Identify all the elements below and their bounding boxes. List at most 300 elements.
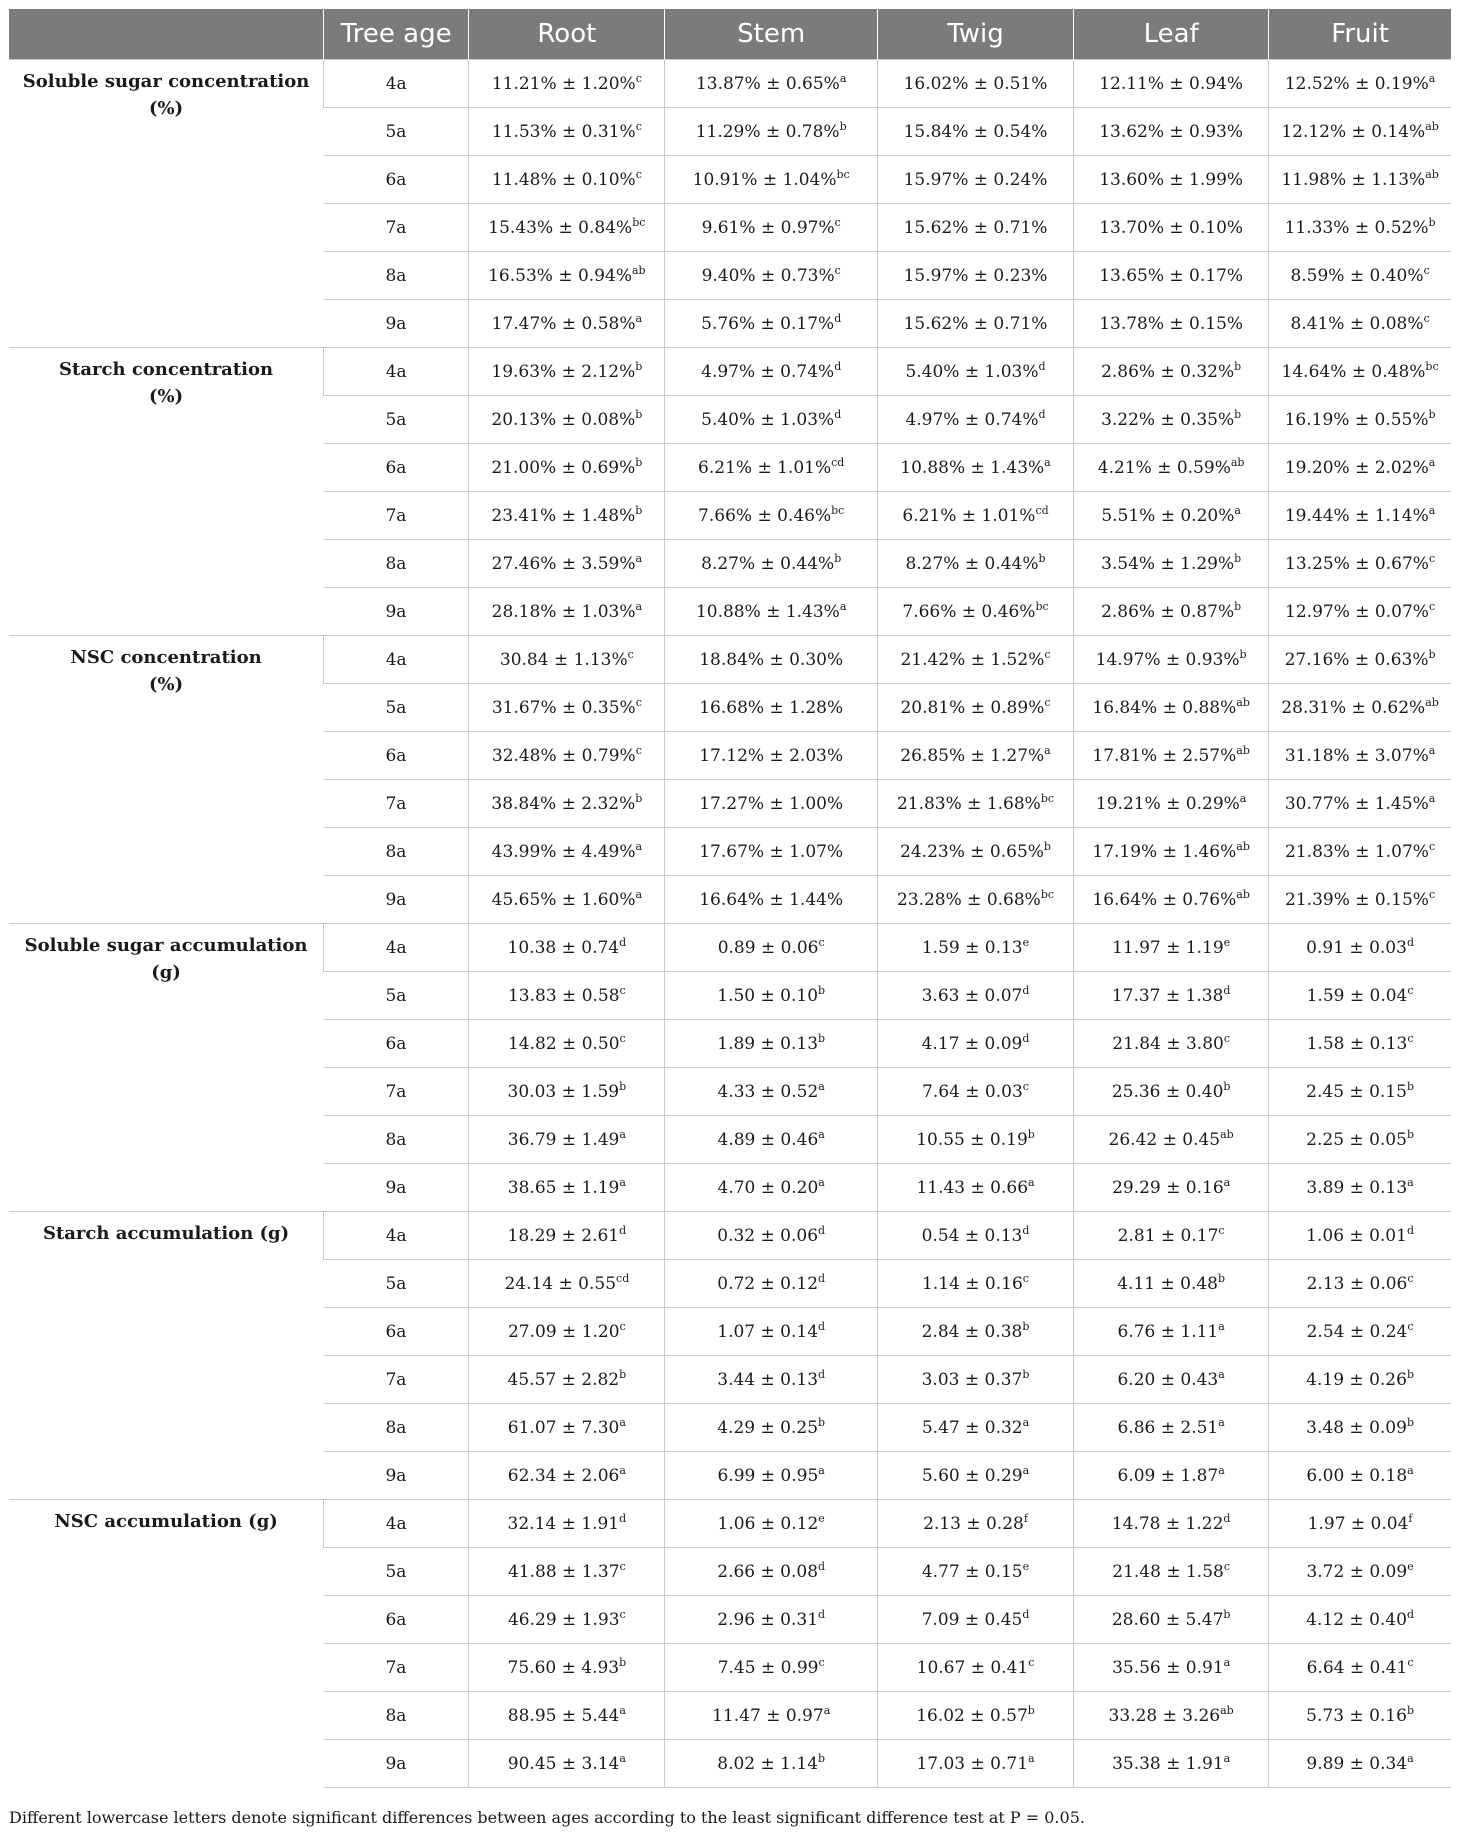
cell-value: 20.81% ± 0.89% — [900, 697, 1045, 718]
cell-value: 17.12% ± 2.03% — [699, 745, 844, 766]
significance-letter: ab — [1230, 455, 1245, 469]
tree-age-cell: 5a — [324, 684, 469, 732]
cell-value: 1.07 ± 0.14 — [717, 1321, 819, 1342]
significance-letter: c — [635, 71, 642, 85]
significance-letter: d — [1038, 407, 1046, 421]
significance-letter: b — [635, 407, 643, 421]
cell-value: 31.67% ± 0.35% — [491, 697, 636, 718]
significance-letter: ab — [1236, 887, 1250, 901]
value-cell-root — [469, 1356, 665, 1404]
tree-age-cell: 4a — [324, 348, 469, 396]
value-cell-leaf — [1074, 972, 1269, 1020]
value-cell-root — [469, 636, 665, 684]
group-label: NSC concentration (%) — [9, 636, 324, 924]
value-cell-fruit — [1269, 1452, 1451, 1500]
cell-value: 13.65% ± 0.17% — [1099, 265, 1244, 286]
value-cell-leaf — [1074, 492, 1269, 540]
value-cell-twig — [877, 1740, 1073, 1788]
significance-letter: a — [818, 1127, 825, 1141]
value-cell-leaf — [1074, 828, 1269, 876]
value-cell-root — [469, 588, 665, 636]
value-cell-stem — [665, 1116, 877, 1164]
group-label: Soluble sugar concentration (%) — [9, 60, 324, 348]
cell-value: 11.48% ± 0.10% — [491, 169, 636, 190]
tree-age-cell: 8a — [324, 1116, 469, 1164]
significance-letter: b — [635, 791, 643, 805]
significance-letter: b — [1234, 359, 1242, 373]
significance-letter: a — [818, 1463, 825, 1477]
cell-value: 4.21% ± 0.59% — [1097, 457, 1231, 478]
value-cell-root — [469, 828, 665, 876]
cell-value: 10.55 ± 0.19 — [916, 1129, 1028, 1150]
cell-value: 5.60 ± 0.29 — [921, 1465, 1023, 1486]
significance-letter: a — [1234, 503, 1241, 517]
value-cell-fruit — [1269, 972, 1451, 1020]
cell-value: 31.18% ± 3.07% — [1284, 745, 1429, 766]
value-cell-twig — [877, 1644, 1073, 1692]
significance-letter: e — [1022, 1559, 1030, 1573]
value-cell-root — [469, 1692, 665, 1740]
cell-value: 4.17 ± 0.09 — [921, 1033, 1023, 1054]
value-cell-twig — [877, 588, 1073, 636]
value-cell-twig — [877, 348, 1073, 396]
cell-value: 16.19% ± 0.55% — [1284, 409, 1429, 430]
value-cell-root — [469, 972, 665, 1020]
value-cell-root — [469, 60, 665, 108]
cell-value: 1.06 ± 0.12 — [717, 1513, 819, 1534]
significance-letter: c — [635, 119, 642, 133]
cell-value: 2.86% ± 0.87% — [1101, 601, 1235, 622]
cell-value: 75.60 ± 4.93 — [507, 1657, 620, 1678]
significance-letter: a — [619, 1751, 626, 1765]
group-label: Starch concentration (%) — [9, 348, 324, 636]
cell-value: 16.64% ± 1.44% — [699, 889, 844, 910]
value-cell-root — [469, 876, 665, 924]
value-cell-leaf — [1074, 300, 1269, 348]
cell-value: 17.37 ± 1.38 — [1111, 985, 1224, 1006]
significance-letter: ab — [1236, 839, 1250, 853]
value-cell-root — [469, 1404, 665, 1452]
header-cell-tree-age: Tree age — [324, 9, 469, 60]
cell-value: 3.54% ± 1.29% — [1101, 553, 1235, 574]
cell-value: 17.81% ± 2.57% — [1092, 745, 1237, 766]
significance-letter: c — [1428, 839, 1436, 853]
significance-letter: c — [818, 935, 825, 949]
significance-letter: a — [1223, 1175, 1231, 1189]
cell-value: 0.32 ± 0.06 — [717, 1225, 819, 1246]
cell-value: 41.88 ± 1.37 — [507, 1561, 620, 1582]
significance-letter: c — [619, 1031, 626, 1045]
cell-value: 8.02 ± 1.14 — [717, 1753, 819, 1774]
significance-letter: d — [1022, 1607, 1030, 1621]
significance-letter: d — [619, 935, 627, 949]
significance-letter: d — [619, 1223, 627, 1237]
cell-value: 0.91 ± 0.03 — [1306, 937, 1407, 958]
cell-value: 28.60 ± 5.47 — [1111, 1609, 1224, 1630]
significance-letter: c — [635, 743, 642, 757]
cell-value: 6.64 ± 0.41 — [1306, 1657, 1408, 1678]
significance-letter: b — [1234, 599, 1242, 613]
cell-value: 38.84% ± 2.32% — [491, 793, 636, 814]
cell-value: 2.96 ± 0.31 — [717, 1609, 819, 1630]
significance-letter: f — [1408, 1511, 1413, 1525]
value-cell-root — [469, 1548, 665, 1596]
significance-letter: d — [1406, 1223, 1414, 1237]
cell-value: 19.20% ± 2.02% — [1284, 457, 1429, 478]
significance-letter: b — [839, 119, 847, 133]
cell-value: 13.25% ± 0.67% — [1285, 553, 1429, 574]
value-cell-leaf — [1074, 1692, 1269, 1740]
value-cell-fruit — [1269, 924, 1451, 972]
value-cell-stem — [665, 636, 877, 684]
significance-letter: a — [1428, 791, 1436, 805]
value-cell-fruit — [1269, 1212, 1451, 1260]
tree-age-cell: 4a — [324, 1212, 469, 1260]
significance-letter: b — [1406, 1703, 1414, 1717]
cell-value: 3.63 ± 0.07 — [921, 985, 1023, 1006]
value-cell-stem — [665, 828, 877, 876]
cell-value: 1.58 ± 0.13 — [1306, 1033, 1408, 1054]
significance-letter: a — [1218, 1319, 1225, 1333]
significance-letter: e — [1407, 1559, 1414, 1573]
cell-value: 45.65% ± 1.60% — [491, 889, 636, 910]
value-cell-stem — [665, 1404, 877, 1452]
header-cell-leaf: Leaf — [1074, 9, 1269, 60]
value-cell-twig — [877, 1452, 1073, 1500]
table-row — [9, 348, 1451, 396]
significance-letter: a — [1022, 1415, 1030, 1429]
cell-value: 16.84% ± 0.88% — [1092, 697, 1237, 718]
table-row — [9, 1212, 1451, 1260]
significance-letter: c — [834, 263, 841, 277]
value-cell-leaf — [1074, 396, 1269, 444]
value-cell-fruit — [1269, 396, 1451, 444]
cell-value: 17.27% ± 1.00% — [699, 793, 844, 814]
significance-letter: ab — [1220, 1127, 1234, 1141]
cell-value: 1.59 ± 0.04 — [1306, 985, 1408, 1006]
tree-age-cell: 9a — [324, 300, 469, 348]
value-cell-root — [469, 1308, 665, 1356]
significance-letter: c — [627, 647, 634, 661]
value-cell-fruit — [1269, 1164, 1451, 1212]
value-cell-leaf — [1074, 780, 1269, 828]
cell-value: 7.45 ± 0.99 — [717, 1657, 819, 1678]
value-cell-fruit — [1269, 1500, 1451, 1548]
table-container — [9, 9, 1451, 1788]
value-cell-stem — [665, 444, 877, 492]
value-cell-twig — [877, 1548, 1073, 1596]
significance-letter: b — [619, 1367, 627, 1381]
value-cell-twig — [877, 828, 1073, 876]
value-cell-fruit — [1269, 1644, 1451, 1692]
cell-value: 6.99 ± 0.95 — [717, 1465, 819, 1486]
value-cell-root — [469, 156, 665, 204]
cell-value: 23.41% ± 1.48% — [491, 505, 636, 526]
significance-letter: d — [834, 407, 842, 421]
significance-letter: b — [1038, 551, 1046, 565]
cell-value: 21.42% ± 1.52% — [900, 649, 1045, 670]
cell-value: 12.52% ± 0.19% — [1284, 73, 1429, 94]
value-cell-fruit — [1269, 492, 1451, 540]
value-cell-stem — [665, 972, 877, 1020]
cell-value: 18.29 ± 2.61 — [507, 1225, 620, 1246]
significance-letter: c — [1407, 1031, 1414, 1045]
value-cell-stem — [665, 252, 877, 300]
significance-letter: b — [1223, 1079, 1231, 1093]
value-cell-stem — [665, 1596, 877, 1644]
value-cell-twig — [877, 1212, 1073, 1260]
cell-value: 17.19% ± 1.46% — [1092, 841, 1237, 862]
significance-letter: c — [1423, 311, 1430, 325]
significance-letter: a — [635, 551, 643, 565]
significance-letter: b — [1027, 1127, 1035, 1141]
cell-value: 10.88% ± 1.43% — [695, 601, 840, 622]
value-cell-stem — [665, 1068, 877, 1116]
significance-letter: a — [1407, 1751, 1414, 1765]
value-cell-leaf — [1074, 156, 1269, 204]
significance-letter: d — [818, 1367, 826, 1381]
tree-age-cell: 7a — [324, 492, 469, 540]
significance-letter: b — [1406, 1367, 1414, 1381]
cell-value: 6.86 ± 2.51 — [1117, 1417, 1219, 1438]
cell-value: 10.67 ± 0.41 — [916, 1657, 1029, 1678]
cell-value: 2.13 ± 0.28 — [923, 1513, 1024, 1534]
value-cell-leaf — [1074, 732, 1269, 780]
cell-value: 3.89 ± 0.13 — [1306, 1177, 1408, 1198]
cell-value: 13.87% ± 0.65% — [695, 73, 840, 94]
value-cell-leaf — [1074, 1308, 1269, 1356]
cell-value: 26.42 ± 0.45 — [1108, 1129, 1221, 1150]
cell-value: 13.78% ± 0.15% — [1099, 313, 1244, 334]
tree-age-cell: 5a — [324, 1548, 469, 1596]
value-cell-twig — [877, 780, 1073, 828]
tree-age-cell: 5a — [324, 1260, 469, 1308]
significance-letter: c — [635, 167, 642, 181]
significance-letter: ab — [631, 263, 646, 277]
significance-letter: a — [839, 71, 847, 85]
significance-letter: cd — [831, 455, 845, 469]
significance-letter: c — [1223, 1031, 1230, 1045]
tree-age-cell: 7a — [324, 1644, 469, 1692]
group-label: Soluble sugar accumulation (g) — [9, 924, 324, 1212]
cell-value: 14.82 ± 0.50 — [507, 1033, 620, 1054]
value-cell-leaf — [1074, 924, 1269, 972]
value-cell-twig — [877, 444, 1073, 492]
cell-value: 61.07 ± 7.30 — [507, 1417, 620, 1438]
value-cell-twig — [877, 924, 1073, 972]
significance-letter: a — [823, 1703, 831, 1717]
cell-value: 10.38 ± 0.74 — [507, 937, 620, 958]
value-cell-stem — [665, 924, 877, 972]
value-cell-fruit — [1269, 780, 1451, 828]
value-cell-root — [469, 1644, 665, 1692]
cell-value: 2.81 ± 0.17 — [1117, 1225, 1219, 1246]
value-cell-fruit — [1269, 348, 1451, 396]
significance-letter: ab — [1425, 167, 1439, 181]
significance-letter: a — [1223, 1655, 1231, 1669]
significance-letter: a — [1223, 1751, 1231, 1765]
value-cell-fruit — [1269, 1308, 1451, 1356]
cell-value: 24.14 ± 0.55 — [504, 1273, 617, 1294]
value-cell-fruit — [1269, 732, 1451, 780]
value-cell-twig — [877, 1356, 1073, 1404]
significance-letter: d — [619, 1511, 627, 1525]
significance-letter: bc — [836, 167, 850, 181]
significance-letter: a — [1428, 71, 1436, 85]
value-cell-stem — [665, 1164, 877, 1212]
cell-value: 8.27% ± 0.44% — [701, 553, 835, 574]
cell-value: 11.47 ± 0.97 — [712, 1705, 824, 1726]
cell-value: 8.41% ± 0.08% — [1290, 313, 1424, 334]
cell-value: 12.11% ± 0.94% — [1099, 73, 1244, 94]
value-cell-root — [469, 780, 665, 828]
significance-letter: b — [619, 1655, 627, 1669]
cell-value: 21.39% ± 0.15% — [1285, 889, 1429, 910]
cell-value: 15.62% ± 0.71% — [903, 217, 1048, 238]
table-row — [9, 60, 1451, 108]
cell-value: 3.48 ± 0.09 — [1306, 1417, 1407, 1438]
value-cell-fruit — [1269, 1068, 1451, 1116]
value-cell-stem — [665, 1500, 877, 1548]
tree-age-cell: 8a — [324, 540, 469, 588]
cell-value: 21.83% ± 1.68% — [896, 793, 1041, 814]
significance-letter: a — [619, 1463, 626, 1477]
table-row — [9, 1500, 1451, 1548]
significance-letter: d — [1038, 359, 1046, 373]
tree-age-cell: 5a — [324, 108, 469, 156]
cell-value: 1.97 ± 0.04 — [1307, 1513, 1409, 1534]
cell-value: 7.66% ± 0.46% — [902, 601, 1036, 622]
significance-letter: b — [1043, 839, 1051, 853]
cell-value: 33.28 ± 3.26 — [1108, 1705, 1221, 1726]
cell-value: 35.56 ± 0.91 — [1112, 1657, 1224, 1678]
significance-letter: a — [635, 599, 643, 613]
cell-value: 8.59% ± 0.40% — [1290, 265, 1424, 286]
value-cell-leaf — [1074, 444, 1269, 492]
value-cell-stem — [665, 156, 877, 204]
cell-value: 3.03 ± 0.37 — [921, 1369, 1023, 1390]
cell-value: 7.64 ± 0.03 — [922, 1081, 1023, 1102]
cell-value: 19.21% ± 0.29% — [1095, 793, 1240, 814]
tree-age-cell: 7a — [324, 204, 469, 252]
cell-value: 2.45 ± 0.15 — [1306, 1081, 1407, 1102]
significance-letter: a — [818, 1079, 825, 1093]
value-cell-twig — [877, 1308, 1073, 1356]
significance-letter: d — [1406, 1607, 1414, 1621]
cell-value: 4.19 ± 0.26 — [1306, 1369, 1407, 1390]
tree-age-cell: 6a — [324, 156, 469, 204]
tree-age-cell: 7a — [324, 780, 469, 828]
cell-value: 36.79 ± 1.49 — [507, 1129, 620, 1150]
significance-letter: b — [1223, 1607, 1231, 1621]
significance-letter: c — [1407, 1319, 1414, 1333]
significance-letter: a — [1218, 1463, 1225, 1477]
cell-value: 2.86% ± 0.32% — [1101, 361, 1235, 382]
significance-letter: bc — [831, 503, 845, 517]
value-cell-root — [469, 684, 665, 732]
value-cell-twig — [877, 492, 1073, 540]
tree-age-cell: 6a — [324, 1308, 469, 1356]
cell-value: 4.97% ± 0.74% — [905, 409, 1039, 430]
value-cell-leaf — [1074, 348, 1269, 396]
value-cell-stem — [665, 1212, 877, 1260]
value-cell-twig — [877, 972, 1073, 1020]
significance-letter: b — [1022, 1319, 1030, 1333]
value-cell-root — [469, 1596, 665, 1644]
cell-value: 15.84% ± 0.54% — [903, 121, 1048, 142]
cell-value: 21.00% ± 0.69% — [491, 457, 636, 478]
tree-age-cell: 8a — [324, 252, 469, 300]
tree-age-cell: 4a — [324, 60, 469, 108]
significance-letter: b — [834, 551, 842, 565]
cell-value: 16.64% ± 0.76% — [1092, 889, 1237, 910]
value-cell-leaf — [1074, 1068, 1269, 1116]
cell-value: 21.83% ± 1.07% — [1285, 841, 1429, 862]
value-cell-fruit — [1269, 1116, 1451, 1164]
value-cell-fruit — [1269, 1740, 1451, 1788]
cell-value: 28.18% ± 1.03% — [491, 601, 636, 622]
cell-value: 12.97% ± 0.07% — [1285, 601, 1429, 622]
significance-letter: a — [619, 1175, 626, 1189]
cell-value: 6.09 ± 1.87 — [1117, 1465, 1219, 1486]
significance-letter: bc — [632, 215, 646, 229]
significance-letter: b — [818, 1415, 826, 1429]
significance-letter: b — [1428, 647, 1436, 661]
significance-letter: d — [834, 359, 842, 373]
tree-age-cell: 4a — [324, 924, 469, 972]
cell-value: 24.23% ± 0.65% — [900, 841, 1044, 862]
value-cell-leaf — [1074, 1356, 1269, 1404]
significance-letter: a — [1239, 791, 1247, 805]
value-cell-leaf — [1074, 60, 1269, 108]
value-cell-twig — [877, 1404, 1073, 1452]
significance-letter: c — [619, 1319, 626, 1333]
nsc-table — [9, 9, 1451, 1788]
cell-value: 1.59 ± 0.13 — [921, 937, 1023, 958]
value-cell-fruit — [1269, 876, 1451, 924]
cell-value: 21.84 ± 3.80 — [1112, 1033, 1224, 1054]
significance-letter: d — [818, 1223, 826, 1237]
cell-value: 38.65 ± 1.19 — [507, 1177, 620, 1198]
significance-letter: c — [1044, 647, 1051, 661]
tree-age-cell: 6a — [324, 1020, 469, 1068]
significance-letter: c — [1022, 1271, 1029, 1285]
cell-value: 15.97% ± 0.24% — [903, 169, 1048, 190]
tree-age-cell: 9a — [324, 1164, 469, 1212]
significance-letter: d — [1022, 1031, 1030, 1045]
cell-value: 16.53% ± 0.94% — [488, 265, 632, 286]
significance-letter: c — [1223, 1559, 1230, 1573]
value-cell-stem — [665, 492, 877, 540]
value-cell-root — [469, 1068, 665, 1116]
value-cell-leaf — [1074, 636, 1269, 684]
significance-letter: b — [818, 1751, 826, 1765]
value-cell-stem — [665, 1356, 877, 1404]
tree-age-cell: 8a — [324, 828, 469, 876]
value-cell-root — [469, 492, 665, 540]
cell-value: 25.36 ± 0.40 — [1111, 1081, 1224, 1102]
header-cell-group — [9, 9, 324, 60]
cell-value: 9.40% ± 0.73% — [701, 265, 835, 286]
cell-value: 19.44% ± 1.14% — [1284, 505, 1429, 526]
cell-value: 16.68% ± 1.28% — [699, 697, 844, 718]
significance-letter: a — [839, 599, 847, 613]
value-cell-root — [469, 1116, 665, 1164]
tree-age-cell: 6a — [324, 732, 469, 780]
value-cell-fruit — [1269, 588, 1451, 636]
significance-letter: bc — [1040, 791, 1055, 805]
value-cell-root — [469, 396, 665, 444]
